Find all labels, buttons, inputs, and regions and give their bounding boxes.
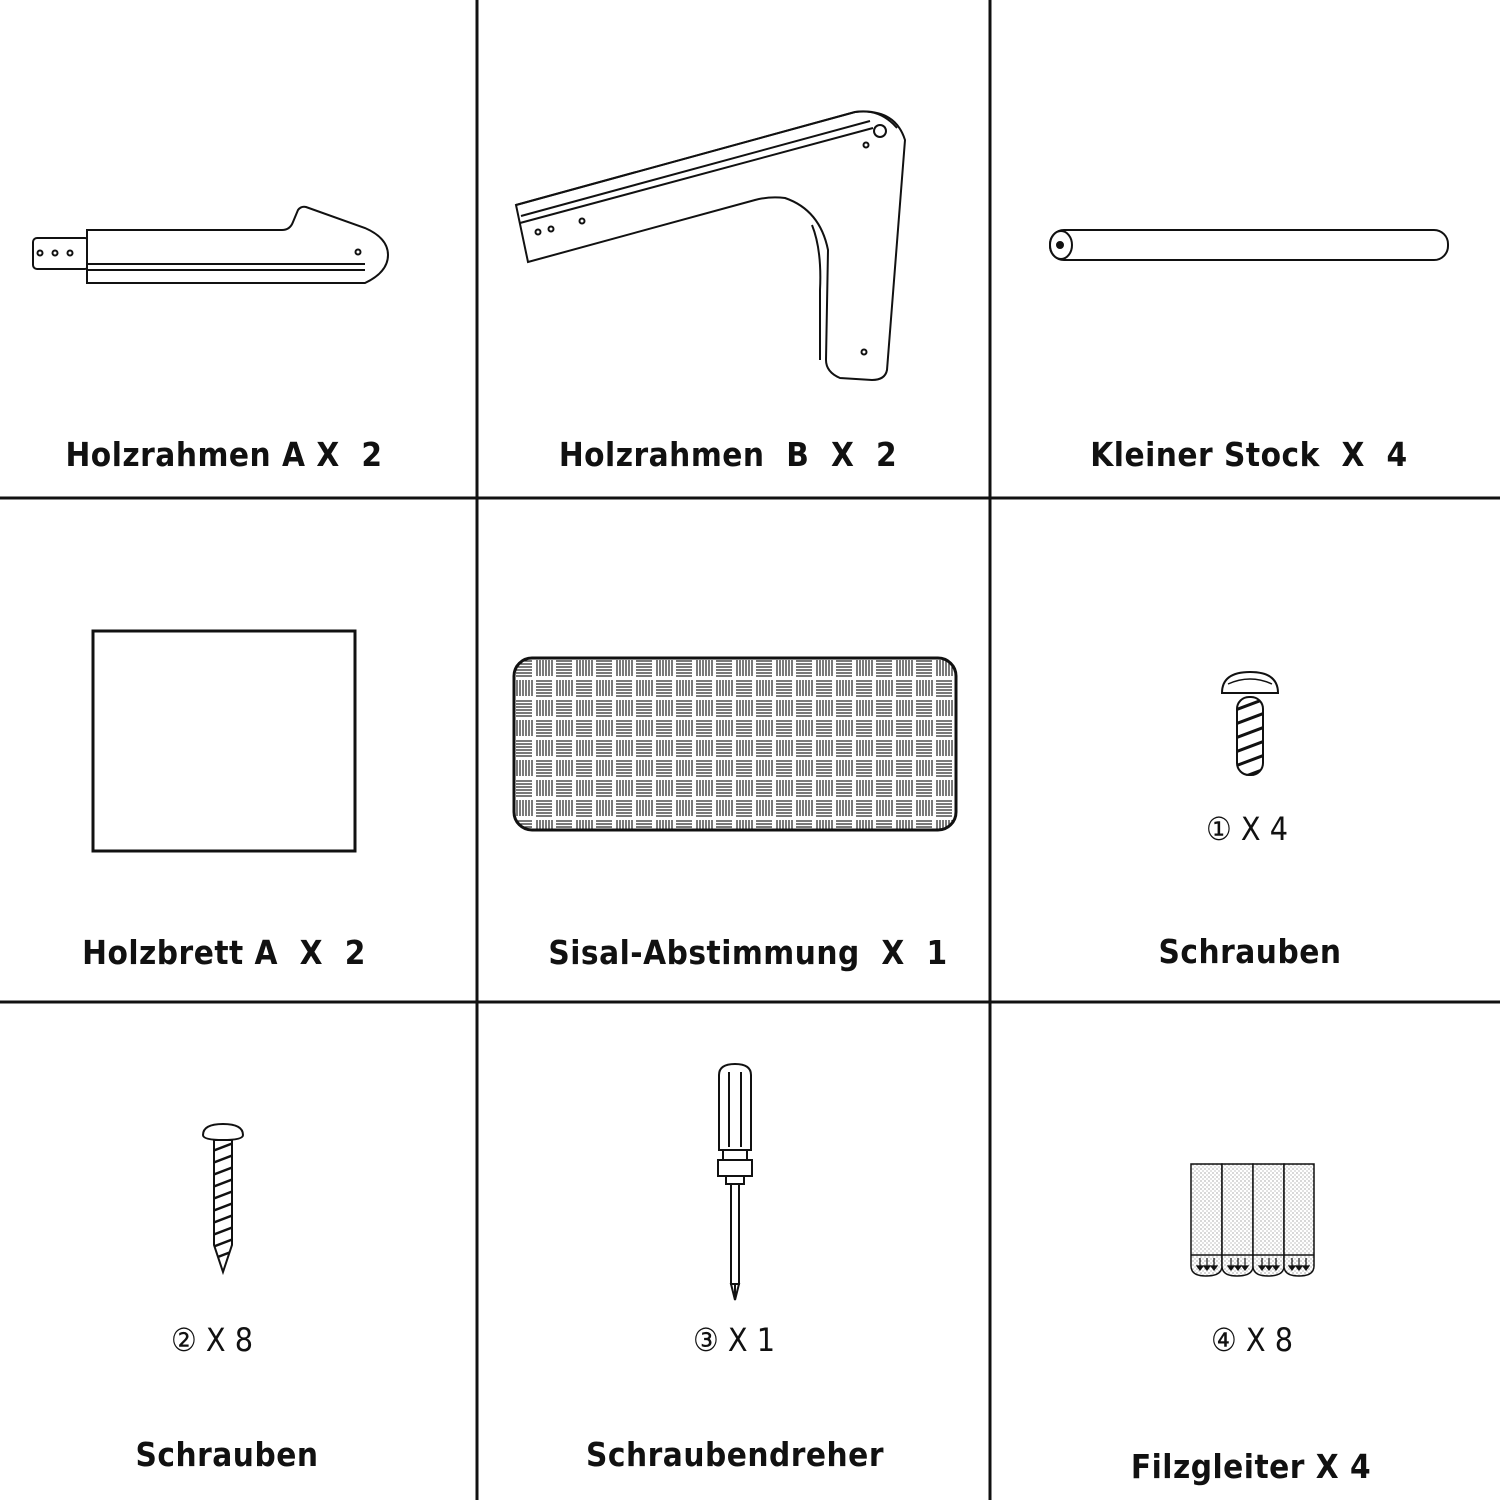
part-label-screws-2: Schrauben: [135, 1435, 319, 1474]
felt-pads-icon: [1191, 1164, 1314, 1276]
part-label-felt-pads: Filzgleiter X 4: [1130, 1447, 1372, 1486]
sisal-mat-icon: [514, 658, 956, 830]
part-quantity-felt-pads: ④ X 8: [1210, 1321, 1294, 1359]
part-quantity-screwdriver: ③ X 1: [692, 1321, 776, 1359]
machine-screw-icon: [1222, 672, 1278, 782]
part-label-wood-frame-a: Holzrahmen A X 2: [65, 435, 383, 474]
small-stick-icon: [1050, 230, 1448, 260]
part-label-wood-board: Holzbrett A X 2: [82, 933, 366, 972]
part-label-sisal-mat: Sisal-Abstimmung X 1: [548, 933, 948, 972]
part-quantity-screw-2: ② X 8: [170, 1321, 254, 1359]
screwdriver-icon: [718, 1064, 752, 1300]
wood-board-icon: [93, 631, 355, 851]
part-label-screws-1: Schrauben: [1158, 932, 1342, 971]
part-label-small-stick: Kleiner Stock X 4: [1090, 435, 1408, 474]
wood-frame-a-icon: [33, 207, 388, 283]
part-label-screwdriver: Schraubendreher: [586, 1435, 884, 1474]
wood-screw-icon: [203, 1124, 243, 1272]
part-label-wood-frame-b: Holzrahmen B X 2: [558, 435, 898, 474]
wood-frame-b-icon: [516, 111, 905, 380]
part-quantity-screw-1: ① X 4: [1205, 810, 1289, 848]
